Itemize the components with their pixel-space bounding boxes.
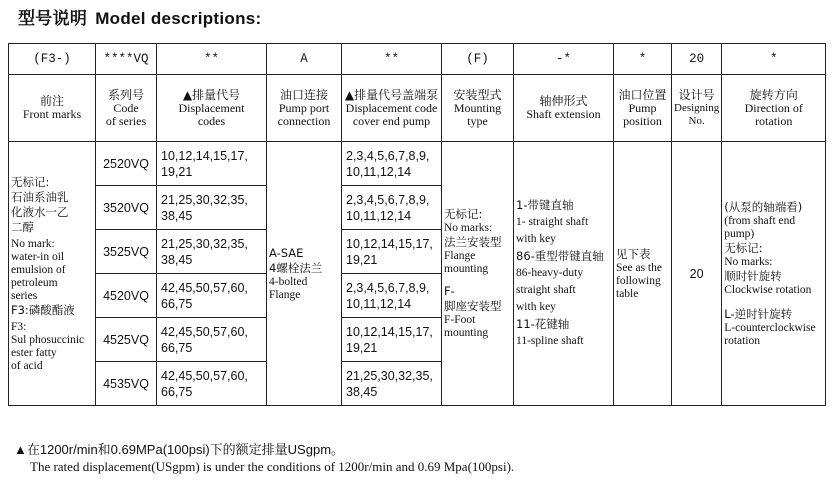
- title-en: Model descriptions:: [95, 9, 262, 28]
- mounting-en1: No marks:: [444, 222, 493, 234]
- mounting-zh3: F- 脚座安装型: [444, 284, 502, 313]
- code-cell: A: [267, 44, 342, 75]
- series-cell: 4520VQ: [96, 274, 157, 318]
- code-cell: (F3-): [9, 44, 96, 75]
- design-cell: 20: [672, 142, 722, 406]
- title-zh: 型号说明: [18, 9, 88, 28]
- cover-displacement-cell: 10,12,14,15,17, 19,21: [342, 318, 442, 362]
- header-port: [267, 75, 342, 142]
- shaft-en1: 1- straight shaft with key: [516, 216, 589, 245]
- front-marks-zh: 石油系油乳 化液水一乙 二醇: [11, 189, 69, 234]
- cover-displacement-cell: 21,25,30,32,35, 38,45: [342, 362, 442, 406]
- header-zh: 系列号: [107, 87, 144, 102]
- position-en: See as the following table: [616, 261, 662, 300]
- header-en: Front marks: [22, 107, 82, 121]
- header-rotation: [722, 75, 826, 142]
- front-marks-f3-en: F3: Sul phosuccinic ester fatty of acid: [11, 320, 85, 372]
- shaft-zh1: 1-带键直轴: [516, 198, 574, 212]
- header-zh: 旋转方向: [749, 87, 798, 102]
- code-row: [9, 44, 826, 75]
- header-en: Mounting type: [453, 100, 502, 128]
- header-series: [96, 75, 157, 142]
- header-en: Code of series: [105, 100, 147, 128]
- cover-displacement-cell: 2,3,4,5,6,7,8,9, 10,11,12,14: [342, 186, 442, 230]
- code-cell: (F): [442, 44, 514, 75]
- header-zh: 前注: [39, 94, 64, 108]
- front-marks-f3-zh: F3:磷酸酯液: [11, 302, 75, 317]
- mounting-zh1: 无标记:: [444, 207, 483, 221]
- series-cell: 3525VQ: [96, 230, 157, 274]
- front-marks-label: 无标记:: [11, 174, 50, 189]
- cover-displacement-cell: 2,3,4,5,6,7,8,9, 10,11,12,14: [342, 274, 442, 318]
- header-shaft: [514, 75, 614, 142]
- header-mounting: [442, 75, 514, 142]
- header-en: Shaft extension: [526, 107, 601, 121]
- cover-displacement-cell: 10,12,14,15,17, 19,21: [342, 230, 442, 274]
- displacement-cell: 42,45,50,57,60, 66,75: [157, 362, 267, 406]
- port-en: 4-bolted Flange: [269, 275, 308, 301]
- displacement-cell: 42,45,50,57,60, 66,75: [157, 274, 267, 318]
- front-marks-en: No mark: water-in oil emulsion of petroleum series: [11, 237, 66, 302]
- code-cell: *: [722, 44, 826, 75]
- series-cell: 2520VQ: [96, 142, 157, 186]
- header-zh: 安装型式: [453, 87, 502, 102]
- note-en: The rated displacement(USgpm) is under the conditions of 1200r/min and 0.69 Mpa(100psi).: [30, 459, 515, 474]
- header-displacement: [157, 75, 267, 142]
- page-title: [18, 4, 261, 29]
- header-en: Displacement codes: [178, 100, 245, 128]
- rotation-zh4: L-逆时针旋转: [724, 306, 793, 321]
- shaft-cell: [514, 142, 614, 406]
- header-design: [672, 75, 722, 142]
- mounting-cell: [442, 142, 514, 406]
- model-code-table: [8, 43, 826, 406]
- header-zh: ▲排量代号盖端泵: [344, 87, 439, 102]
- displacement-cell: 42,45,50,57,60, 66,75: [157, 318, 267, 362]
- header-en: Pump port connection: [277, 100, 331, 128]
- note-zh: ▲在1200r/min和0.69MPa(100psi)下的额定排量USgpm。: [14, 442, 345, 457]
- header-en: Designing No.: [674, 101, 720, 127]
- shaft-en3: 11-spline shaft: [516, 335, 584, 347]
- rotation-zh3: 顺时针旋转: [724, 268, 782, 283]
- header-zh: 轴伸形式: [539, 94, 588, 108]
- header-zh: 油口连接: [279, 87, 328, 102]
- port-code: A-SAE: [269, 245, 304, 260]
- header-en: Displacement code cover end pump: [345, 100, 438, 128]
- series-cell: 3520VQ: [96, 186, 157, 230]
- header-row: [9, 75, 826, 142]
- series-cell: 4535VQ: [96, 362, 157, 406]
- rotation-en1: (from shaft end pump): [724, 214, 796, 240]
- rotation-zh2: 无标记:: [724, 240, 763, 255]
- rotation-cell: [722, 142, 826, 406]
- displacement-cell: 21,25,30,32,35, 38,45: [157, 230, 267, 274]
- displacement-cell: 10,12,14,15,17, 19,21: [157, 142, 267, 186]
- code-cell: *: [614, 44, 672, 75]
- shaft-zh3: 11-花键轴: [516, 317, 570, 331]
- header-en: Direction of rotation: [744, 100, 803, 128]
- header-zh: 设计号: [678, 87, 715, 102]
- header-zh: ▲排量代号: [182, 87, 241, 102]
- rotation-en4: L-counterclockwise rotation: [724, 321, 816, 347]
- table-row: [9, 142, 826, 186]
- header-front-marks: [9, 75, 96, 142]
- mounting-zh2: 法兰安装型: [444, 235, 502, 249]
- series-cell: 4525VQ: [96, 318, 157, 362]
- code-cell: -*: [514, 44, 614, 75]
- mounting-en2: Flange mounting: [444, 250, 489, 275]
- mounting-en3: F-Foot mounting: [444, 314, 489, 339]
- code-cell: 20: [672, 44, 722, 75]
- header-position: [614, 75, 672, 142]
- port-zh: 4螺栓法兰: [269, 260, 323, 275]
- code-cell: **: [157, 44, 267, 75]
- header-en: Pump position: [623, 100, 662, 128]
- rotation-en2: No marks:: [724, 255, 773, 268]
- cover-displacement-cell: 2,3,4,5,6,7,8,9, 10,11,12,14: [342, 142, 442, 186]
- front-marks-cell: [9, 142, 96, 406]
- shaft-en2: 86-heavy-duty straight shaft with key: [516, 267, 584, 313]
- header-cover-displacement: [342, 75, 442, 142]
- displacement-cell: 21,25,30,32,35, 38,45: [157, 186, 267, 230]
- port-cell: [267, 142, 342, 406]
- shaft-zh2: 86-重型带键直轴: [516, 249, 604, 263]
- rotation-en3: Clockwise rotation: [724, 283, 812, 296]
- position-cell: [614, 142, 672, 406]
- position-zh: 见下表: [616, 246, 651, 261]
- code-cell: **: [342, 44, 442, 75]
- rotation-zh1: (从泵的轴端看): [724, 199, 803, 214]
- code-cell: ****VQ: [96, 44, 157, 75]
- header-zh: 油口位置: [618, 87, 667, 102]
